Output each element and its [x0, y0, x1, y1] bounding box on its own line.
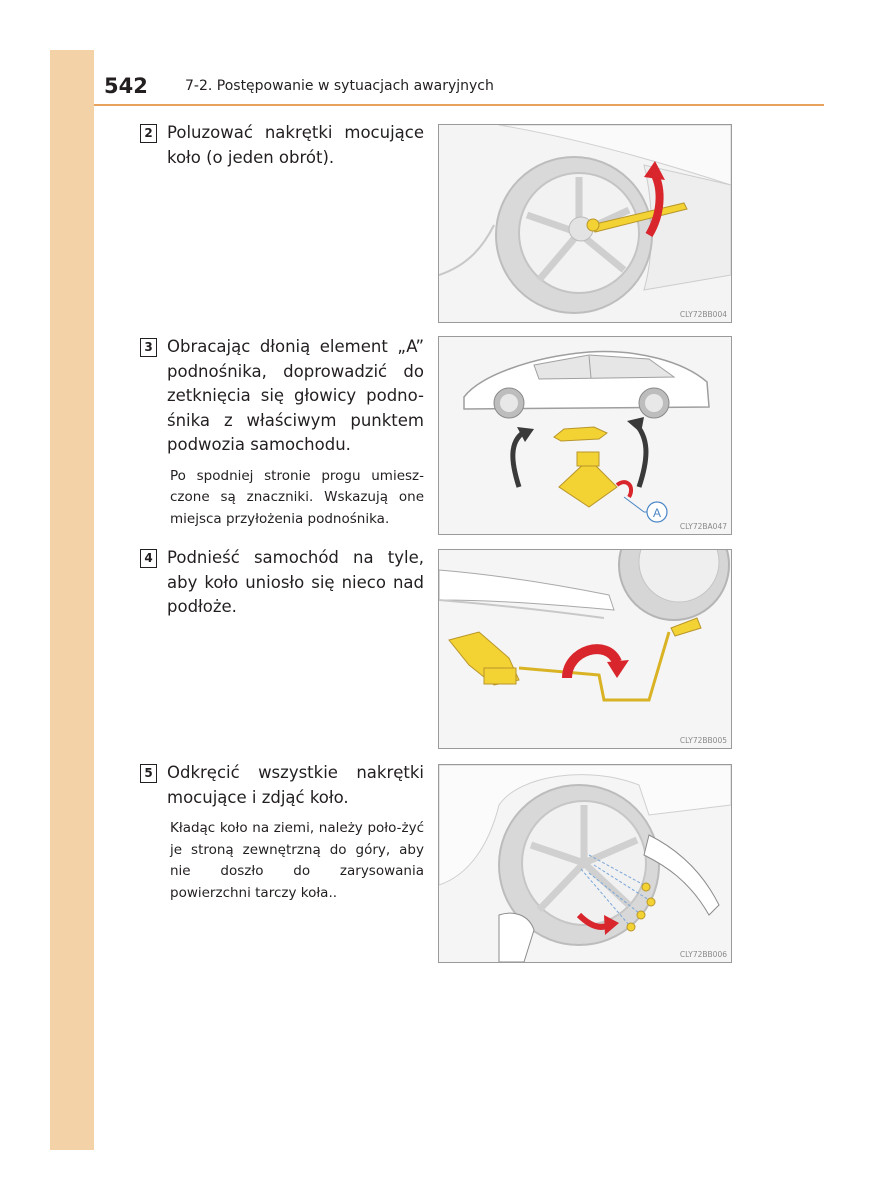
figure-loosen-nuts: [438, 124, 732, 323]
step-number: 5: [140, 764, 157, 783]
figure-code: CLY72BB005: [679, 736, 727, 745]
step-text: Odkręcić wszystkie nakrętki mocujące i zdjąć koło.: [167, 763, 424, 807]
page-number: 542: [104, 74, 148, 98]
page-header: [94, 72, 824, 106]
figure-lift-car: [438, 549, 732, 749]
figure-label-a: A: [652, 506, 662, 520]
chapter-title: 7-2. Postępowanie w sytuacjach awaryjnych: [185, 78, 494, 94]
step-3: [140, 335, 424, 530]
step-text: Poluzować nakrętki mocujące koło (o jeden obrót).: [167, 123, 424, 167]
step-text: Obracając dłonią element „A” podnośnika, doprowadzić do zetknięcia się głowicy podno-śnika z właściwym punktem podwozia samochodu.: [167, 337, 424, 454]
step-note: Po spodniej stronie progu umiesz-czone są znaczniki. Wskazują one miejsca przyłożenia podnośnika.: [170, 467, 424, 527]
figure-jack-position: [438, 336, 732, 535]
figure-code: CLY72BB006: [679, 950, 727, 959]
figure-code: CLY72BA047: [679, 522, 727, 531]
step-2: [140, 121, 424, 170]
chapter-tab: [50, 50, 94, 1150]
step-note: Kładąc koło na ziemi, należy poło-żyć je stroną zewnętrzną do góry, aby nie doszło do zarysowania powierzchni tarczy koła..: [170, 820, 424, 901]
step-number: 4: [140, 549, 157, 568]
step-5: [140, 761, 424, 904]
step-text: Podnieść samochód na tyle, aby koło uniosło się nieco nad podłoże.: [167, 548, 424, 616]
figure-remove-wheel: [438, 764, 732, 963]
step-number: 3: [140, 338, 157, 357]
step-4: [140, 546, 424, 620]
figure-code: CLY72BB004: [679, 310, 727, 319]
step-number: 2: [140, 124, 157, 143]
